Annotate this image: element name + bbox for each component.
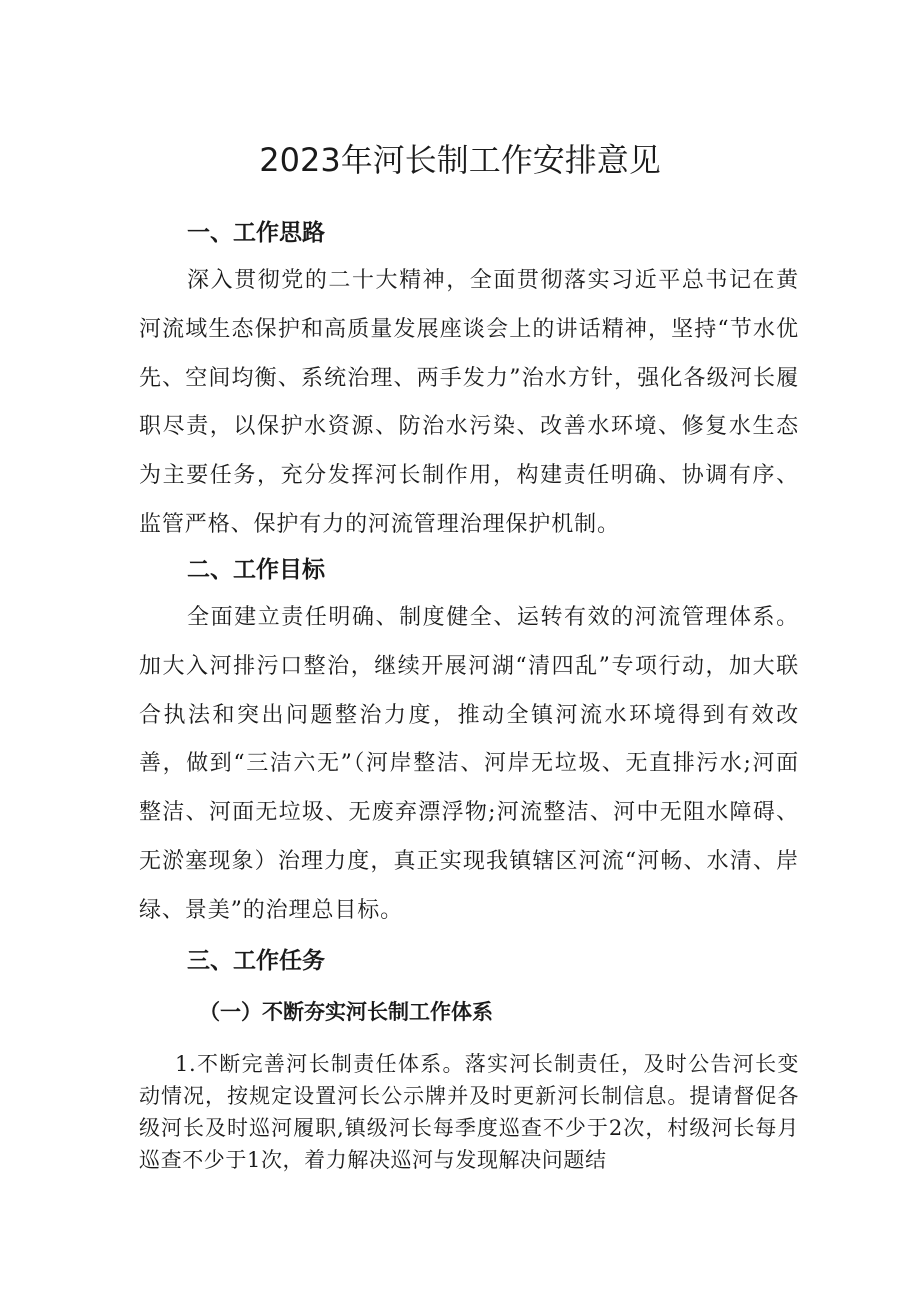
- section-paragraph-thinking: 深入贯彻党的二十大精神，全面贯彻落实习近平总书记在黄河流域生态保护和高质量发展座谈会上的讲话精神，坚持“节水优先、空间均衡、系统治理、两手发力”治水方针，强化各级河长履职尽责，以保护水资源、防治水污染、改善水环境、修复水生态为主要任务，充分发挥河长制作用，构建责任明确、协调有序、监管严格、保护有力的河流管理治理保护机制。: [139, 268, 799, 537]
- section-heading-goals: 二、工作目标: [187, 557, 325, 583]
- section-paragraph-tasks: 1.不断完善河长制责任体系。落实河长制责任，及时公告河长变动情况，按规定设置河长公示牌并及时更新河长制信息。提请督促各级河长及时巡河履职,镇级河长每季度巡查不少于2次，村级河长每月巡查不少于1次，着力解决巡河与发现解决问题结: [139, 1052, 799, 1172]
- document-title: 2023年河长制工作安排意见: [259, 141, 661, 179]
- section-subheading-tasks: （一）不断夯实河长制工作体系: [199, 999, 493, 1024]
- section-paragraph-goals: 全面建立责任明确、制度健全、运转有效的河流管理体系。加大入河排污口整治，继续开展河湖“清四乱”专项行动，加大联合执法和突出问题整治力度，推动全镇河流水环境得到有效改善，做到“三洁六无”（河岸整洁、河岸无垃圾、无直排污水;河面整洁、河面无垃圾、无废弃漂浮物;河流整洁、河中无阻水障碍、无淤塞现象）治理力度，真正实现我镇辖区河流“河畅、水清、岸绿、景美”的治理总目标。: [139, 605, 799, 923]
- section-heading-thinking: 一、工作思路: [187, 220, 325, 246]
- section-heading-tasks: 三、工作任务: [187, 948, 325, 974]
